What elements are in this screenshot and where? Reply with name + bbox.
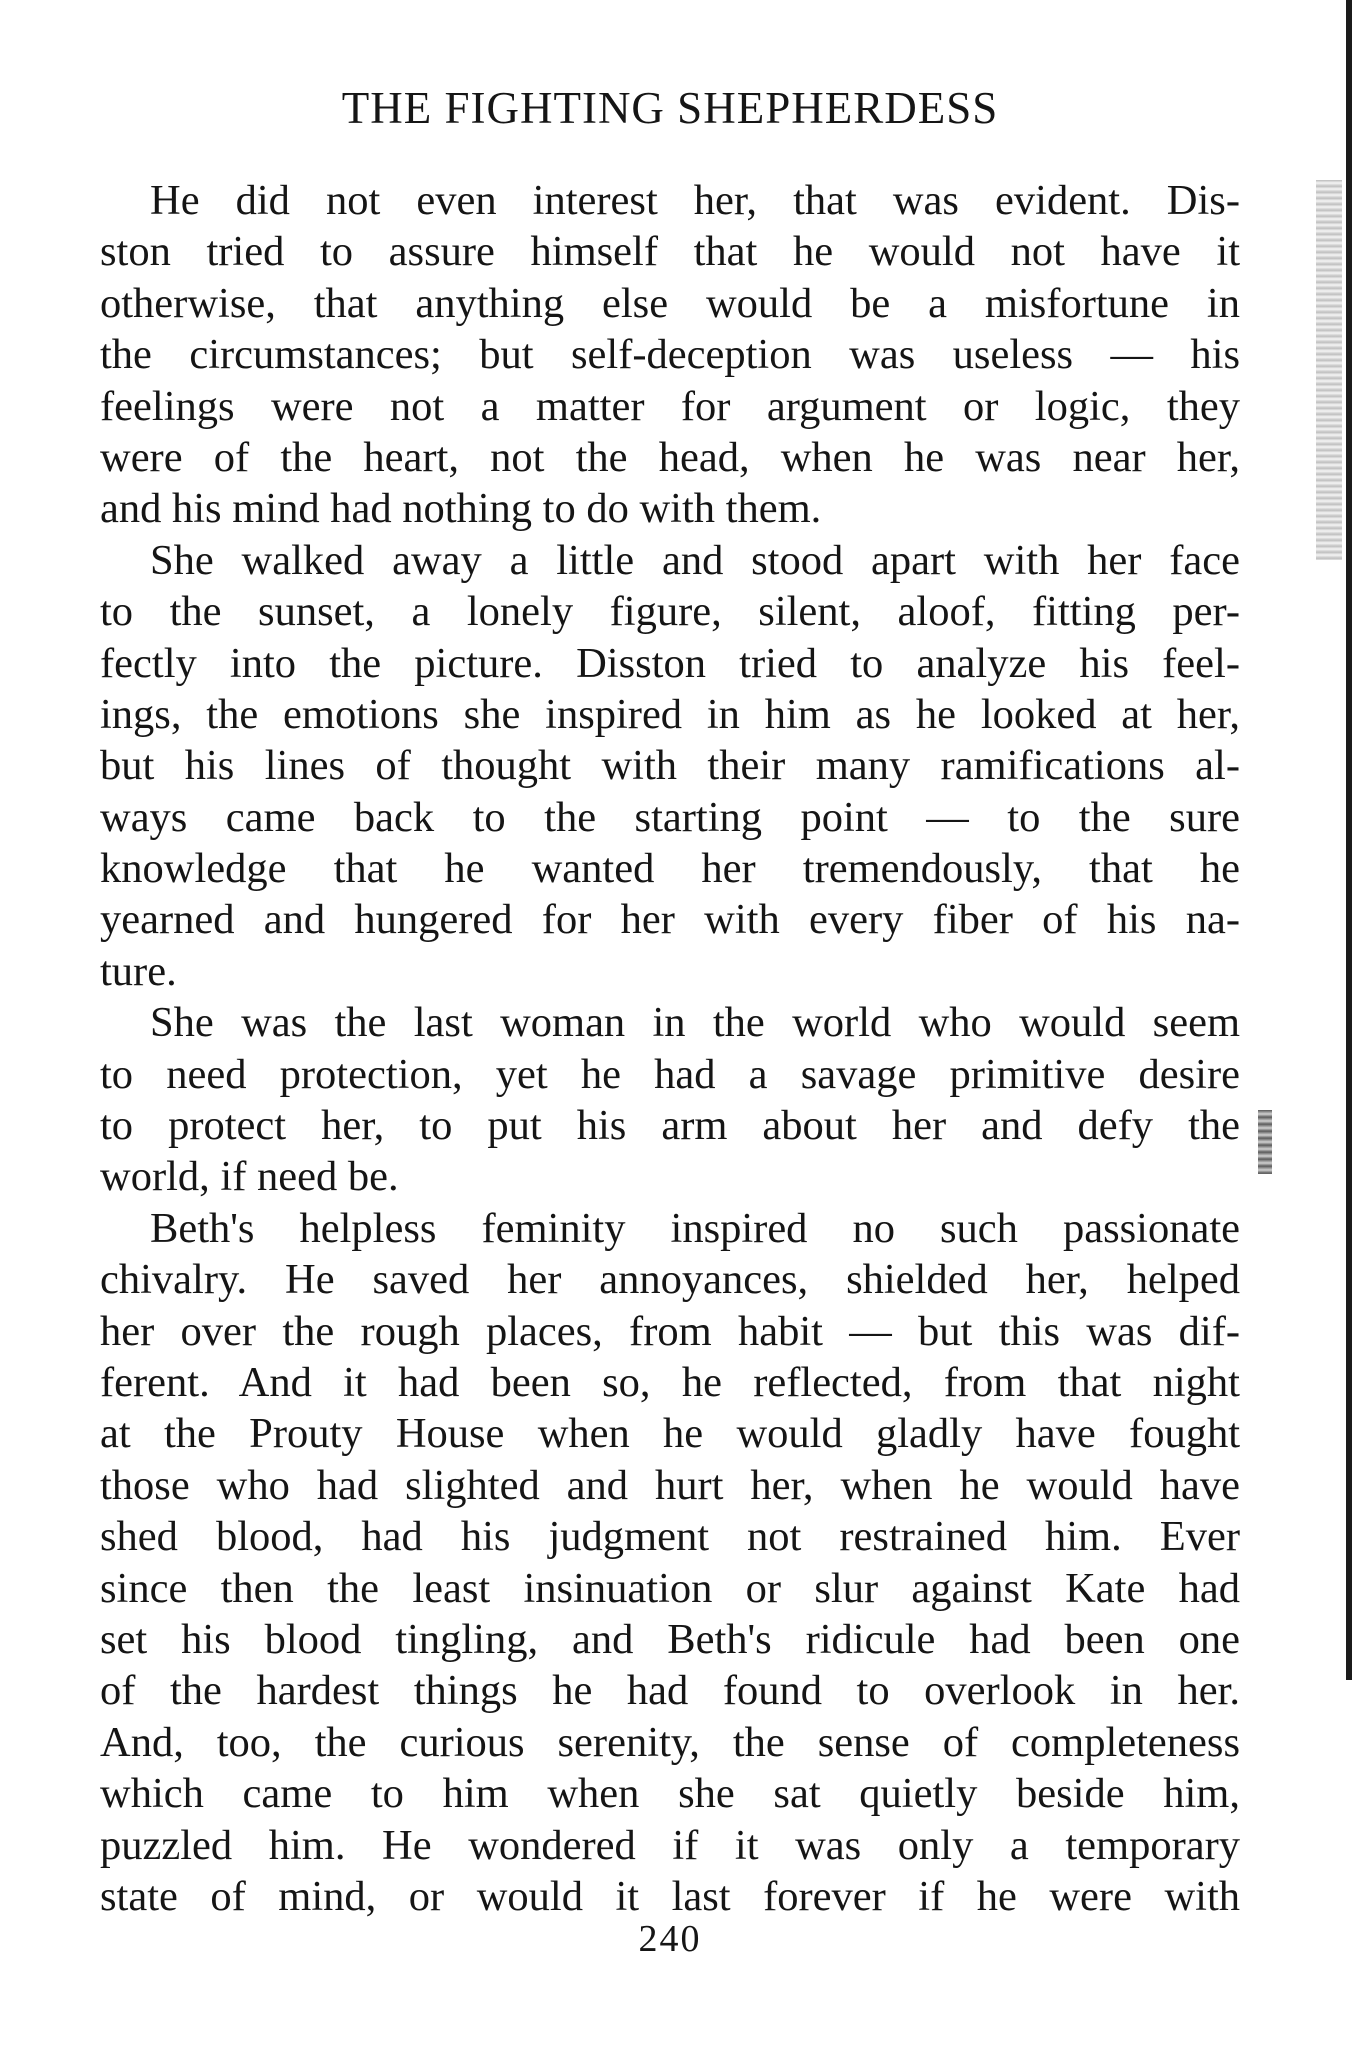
text-line: yearned and hungered for her with every fiber of his na- <box>100 896 1240 944</box>
text-line: chivalry. He saved her annoyances, shielded her, helped <box>100 1256 1240 1304</box>
text-line: but his lines of thought with their many ramifications al- <box>100 742 1240 790</box>
body-text <box>100 175 1240 1922</box>
text-line: at the Prouty House when he would gladly have fought <box>100 1410 1240 1458</box>
text-line: ings, the emotions she inspired in him as he looked at her, <box>100 690 1240 738</box>
text-line: to protect her, to put his arm about her and defy the <box>100 1102 1240 1150</box>
text-line: world, if need be. <box>100 1153 399 1201</box>
text-line: fectly into the picture. Disston tried to analyze his feel- <box>100 639 1240 687</box>
text-line: to need protection, yet he had a savage primitive desire <box>100 1050 1240 1098</box>
text-line: ture. <box>100 947 177 995</box>
binding-shadow <box>1316 180 1342 560</box>
text-line: set his blood tingling, and Beth's ridicule had been one <box>100 1615 1240 1663</box>
running-head: THE FIGHTING SHEPHERDESS <box>341 83 999 133</box>
text-line: of the hardest things he had found to overlook in her. <box>100 1667 1240 1715</box>
binding-mark <box>1258 1110 1272 1174</box>
text-line: ways came back to the starting point — to the sure <box>100 793 1240 841</box>
text-line: He did not even interest her, that was evident. Dis- <box>150 177 1240 224</box>
text-line: and his mind had nothing to do with them. <box>100 485 822 533</box>
text-line: since then the least insinuation or slur against Kate had <box>100 1564 1240 1612</box>
text-line: state of mind, or would it last forever if he were with <box>100 1872 1240 1920</box>
text-line: her over the rough places, from habit — but this was dif- <box>100 1307 1240 1355</box>
text-line: which came to him when she sat quietly beside him, <box>100 1770 1240 1818</box>
binding-edge <box>1346 0 1352 1680</box>
text-line: puzzled him. He wondered if it was only a temporary <box>100 1821 1240 1869</box>
text-line: to the sunset, a lonely figure, silent, aloof, fitting per- <box>100 588 1240 636</box>
text-line: the circumstances; but self-deception was useless — his <box>100 331 1240 379</box>
text-line: otherwise, that anything else would be a misfortune in <box>100 279 1240 327</box>
text-line: were of the heart, not the head, when he was near her, <box>100 433 1240 481</box>
page-number: 240 <box>638 1918 702 1960</box>
text-line: She walked away a little and stood apart with her face <box>150 536 1240 584</box>
text-line: shed blood, had his judgment not restrained him. Ever <box>100 1513 1240 1561</box>
text-line: feelings were not a matter for argument or logic, they <box>100 382 1240 430</box>
text-line: knowledge that he wanted her tremendously, that he <box>100 845 1240 893</box>
text-line: And, too, the curious serenity, the sense of completeness <box>100 1718 1240 1766</box>
text-line: ston tried to assure himself that he would not have it <box>100 228 1240 276</box>
text-line: ferent. And it had been so, he reflected, from that night <box>100 1358 1240 1406</box>
text-line: Beth's helpless feminity inspired no such passionate <box>150 1204 1240 1252</box>
text-line: She was the last woman in the world who would seem <box>150 999 1240 1047</box>
text-line: those who had slighted and hurt her, when he would have <box>100 1461 1240 1509</box>
